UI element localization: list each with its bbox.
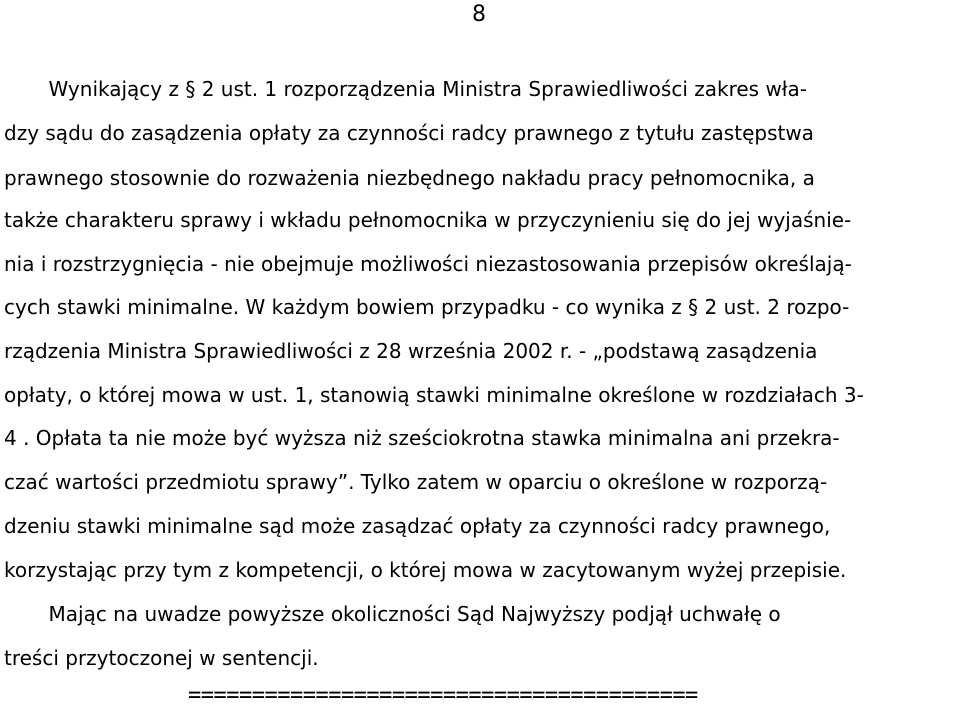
text-line: opłaty, o której mowa w ust. 1, stanowią stawki minimalne określone w rozdziałach 3-: [4, 383, 864, 407]
text-line: Mając na uwadze powyższe okoliczności Sąd Najwyższy podjął uchwałę o: [4, 602, 781, 626]
text-line: czać wartości przedmiotu sprawy”. Tylko zatem w oparciu o określone w rozporzą-: [4, 470, 828, 494]
page-number: 8: [472, 2, 486, 27]
text-line: także charakteru sprawy i wkładu pełnomocnika w przyczynieniu się do jej wyjaśnie-: [4, 208, 852, 232]
text-line: dzeniu stawki minimalne sąd może zasądzać opłaty za czynności radcy prawnego,: [4, 514, 831, 538]
text-line: prawnego stosownie do rozważenia niezbędnego nakładu pracy pełnomocnika, a: [4, 166, 815, 190]
text-line: nia i rozstrzygnięcia - nie obejmuje możliwości niezastosowania przepisów określają-: [4, 252, 852, 276]
separator-line: ========================================: [188, 683, 698, 708]
text-line: cych stawki minimalne. W każdym bowiem przypadku - co wynika z § 2 ust. 2 rozpo-: [4, 295, 850, 319]
text-line: 4 . Opłata ta nie może być wyższa niż sześciokrotna stawka minimalna ani przekra-: [4, 426, 840, 450]
text-line: treści przytoczonej w sentencji.: [4, 646, 319, 670]
text-line: Wynikający z § 2 ust. 1 rozporządzenia Ministra Sprawiedliwości zakres wła-: [4, 77, 807, 101]
text-line: rządzenia Ministra Sprawiedliwości z 28 września 2002 r. - „podstawą zasądzenia: [4, 339, 818, 363]
text-line: dzy sądu do zasądzenia opłaty za czynności radcy prawnego z tytułu zastępstwa: [4, 121, 814, 145]
text-line: korzystając przy tym z kompetencji, o której mowa w zacytowanym wyżej przepisie.: [4, 558, 847, 582]
